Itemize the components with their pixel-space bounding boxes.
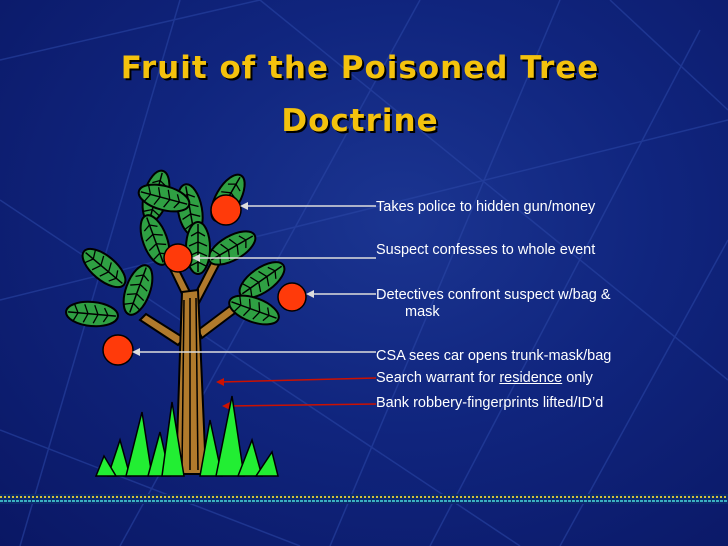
search-warrant-suffix: only — [562, 370, 593, 386]
bullet-bank-robbery: Bank robbery-fingerprints lifted/ID’d — [376, 395, 604, 411]
bullet-confession: Suspect confesses to whole event — [376, 242, 596, 258]
residence-underlined: residence — [499, 370, 563, 386]
bullet-csa-trunk: CSA sees car opens trunk-mask/bag — [376, 348, 612, 364]
bullet-detectives-confront: Detectives confront suspect w/bag & — [376, 287, 611, 303]
bullet-search-warrant — [376, 370, 593, 387]
bottom-decorative-band — [0, 494, 728, 504]
search-warrant-prefix: Search warrant for — [376, 370, 500, 386]
bullet-hidden-gun: Takes police to hidden gun/money — [376, 199, 596, 215]
fruit-3 — [278, 283, 306, 311]
bullet-detectives-confront-cont: mask — [405, 304, 440, 320]
slide-title-line-1: Fruit of the Poisoned Tree — [120, 50, 600, 86]
fruit-4 — [103, 335, 133, 365]
fruit-2 — [164, 244, 192, 272]
slide-title-line-2: Doctrine — [281, 103, 439, 139]
fruit-1 — [211, 195, 241, 225]
tree-trunk — [176, 290, 206, 474]
